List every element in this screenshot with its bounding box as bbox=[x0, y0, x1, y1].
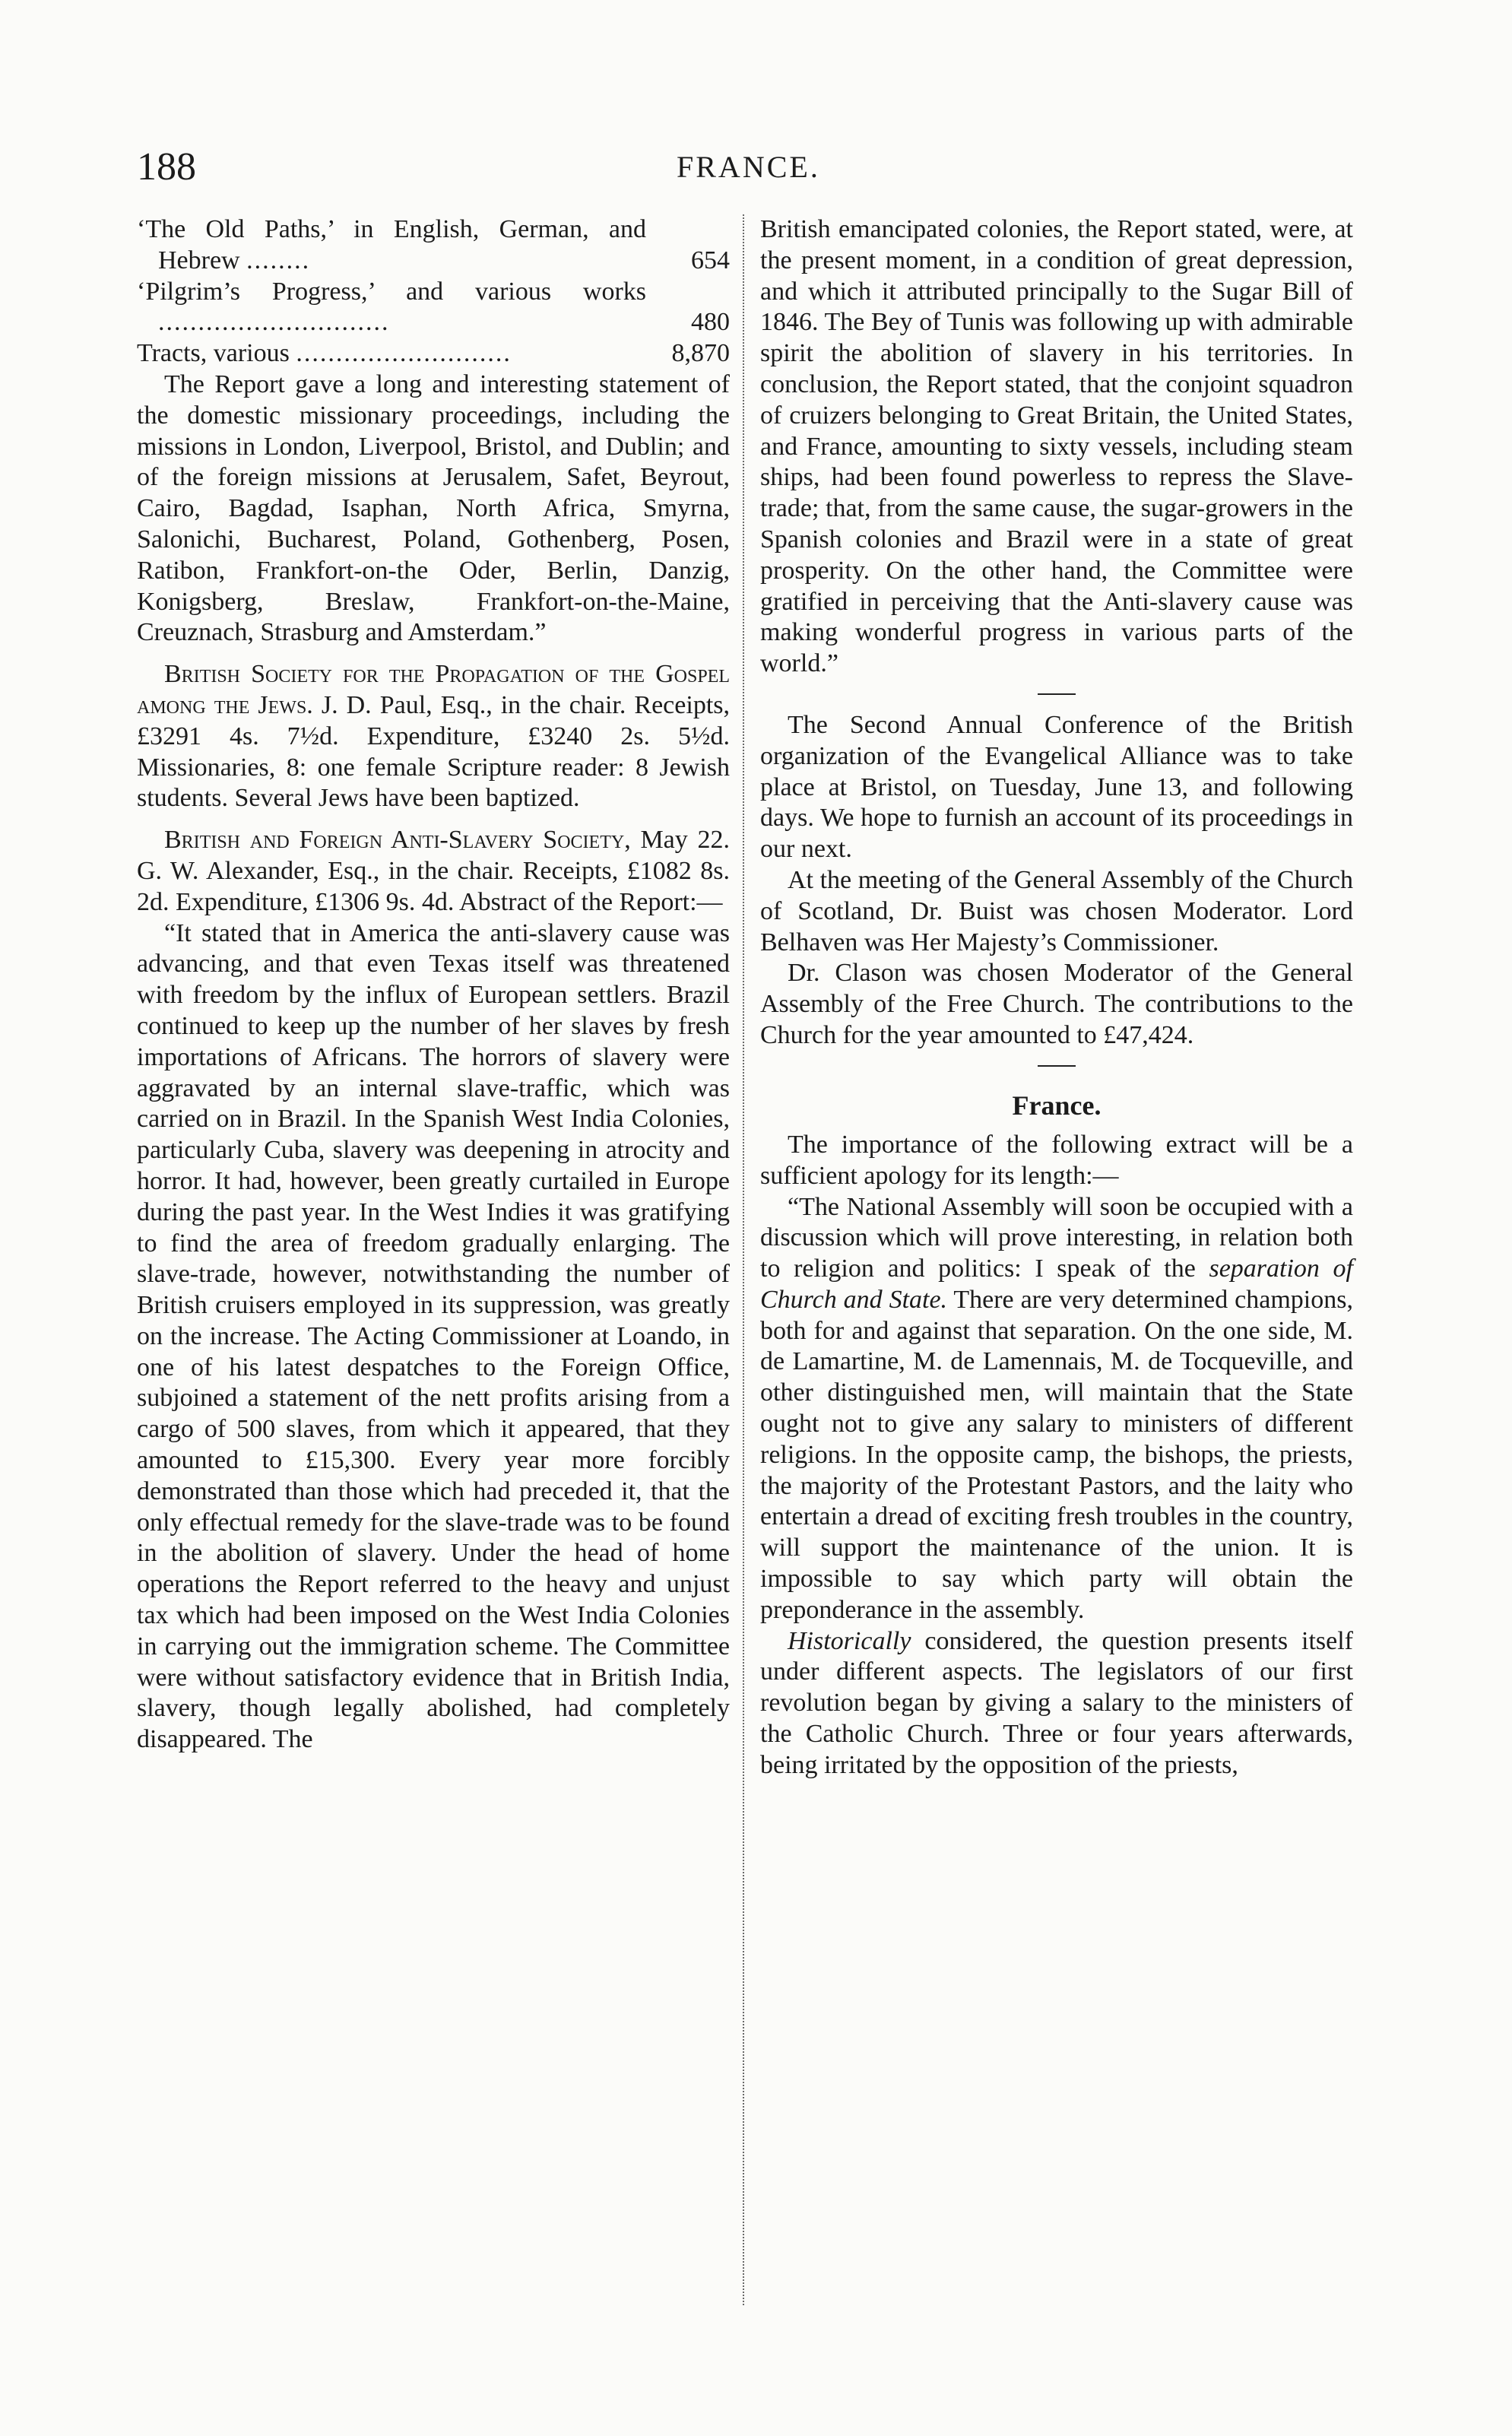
leader-dots: ............................. bbox=[158, 308, 390, 337]
paragraph-extract-intro: The importance of the following extract will be a sufficient apology for its length:— bbox=[760, 1130, 1353, 1190]
text-run: There are very determined champions, both for and against that separation. On the one side, M. de Lamartine, M. de Lamennais, M. de Tocqueville, and other distinguished men, will maintain that the State ought not to give any salary to ministers of different religions. In the opposite camp, the bishops, the priests, the majority of the Protestant Pastors, and the laity who entertain a dread of exciting fresh troubles in the country, will support the maintenance of the union. It is impossible to say which party will obtain the preponderance in the assembly. bbox=[760, 1285, 1353, 1624]
paragraph-free-church: Dr. Clason was chosen Moderator of the General Assembly of the Free Church. The contributions to the Church for the year amounted to £47,424. bbox=[760, 959, 1353, 1049]
text-run: “The National Assembly will soon be occupied with a discussion which will prove interesting, in relation both to religion and politics: I speak of the bbox=[760, 1192, 1353, 1283]
list-item bbox=[137, 214, 730, 277]
italic-run: Historically bbox=[788, 1626, 911, 1655]
paragraph-report-continued: British emancipated colonies, the Report stated, were, at the present moment, in a condition of great depression, and which it attributed principally to the Sugar Bill of 1846. The Bey of Tunis was following up with admirable spirit the abolition of slavery in his territories. In conclusion, the Report stated, that the conjoint squadron of cruizers belonging to Great Britain, the United States, and France, amounting to sixty vessels, including steam ships, had been found powerless to repress the Slave-trade; that, from the same cause, the sugar-growers in the Spanish colonies and Brazil were in a state of great prosperity. On the other hand, the Committee were gratified in perceiving that the Anti-slavery cause was making wonderful progress in various parts of the world.” bbox=[760, 215, 1353, 678]
leader-dots: ........ bbox=[246, 246, 311, 274]
paragraph-historically bbox=[760, 1626, 1353, 1781]
text-run: considered, the question presents itself under different aspects. The legislators of our first revolution began by giving a salary to the ministers of the Catholic Church. Three or four years afterwards, being irritated by the opposition of the priests, bbox=[760, 1626, 1354, 1779]
column-divider bbox=[743, 214, 744, 2305]
list-item bbox=[137, 338, 730, 370]
paragraph-report-quote: “It stated that in America the anti-slavery cause was advancing, and that even Texas itself was threatened with freedom by the influx of European settlers. Brazil continued to keep up the number of her slaves by fresh importations of Africans. The horrors of slavery were aggravated by an internal slave-traffic, which was carried on in Brazil. In the Spanish West India Colonies, particularly Cuba, slavery was deepening in atrocity and horror. It had, however, been greatly curtailed in Europe during the past year. In the West Indies it was gratifying to find the area of freedom gradually enlarging. The slave-trade, however, notwithstanding the number of British cruisers employed in its suppression, was greatly on the increase. The Acting Commissioner at Loando, in one of his latest despatches to the Foreign Office, subjoined a statement of the nett profits arising from a cargo of 500 slaves, from which it appeared, that they amounted to £15,300. Every year more forcibly demonstrated than those which had preceded it, that the only effectual remedy for the slave-trade was to be found in the abolition of slavery. Under the head of home operations the Report referred to the heavy and unjust tax which had been imposed on the West India Colonies in carrying out the immigration scheme. The Committee were without satisfactory evidence that in British India, slavery, though legally abolished, had completely disappeared. The bbox=[137, 918, 730, 1754]
section-rule bbox=[1038, 1065, 1076, 1067]
entry-count: 654 bbox=[691, 246, 730, 274]
entry-label: ‘Pilgrim’s Progress,’ and various works bbox=[137, 277, 646, 306]
paragraph-anti-slavery bbox=[137, 825, 730, 918]
section-heading-france: France. bbox=[1012, 1090, 1102, 1121]
paragraph-conference: The Second Annual Conference of the British organization of the Evangelical Alliance was to take place at Bristol, on Tuesday, June 13, and following days. We hope to furnish an account of its proceedings in our next. bbox=[760, 710, 1353, 864]
paragraph-scotland: At the meeting of the General Assembly of the Church of Scotland, Dr. Buist was chosen Moderator. Lord Belhaven was Her Majesty’s Commissioner. bbox=[760, 865, 1353, 956]
page-number: 188 bbox=[137, 145, 196, 189]
running-title: FRANCE. bbox=[677, 150, 820, 184]
entry-label: ‘The Old Paths,’ in English, German, and Hebrew bbox=[137, 215, 646, 274]
society-heading: British and Foreign Anti-Slavery Society, bbox=[164, 826, 631, 855]
entry-count: 480 bbox=[691, 308, 730, 337]
paragraph-jews-society bbox=[137, 659, 730, 814]
entry-count: 8,870 bbox=[671, 339, 730, 368]
paragraph-missions: The Report gave a long and interesting statement of the domestic missionary proceedings, including the missions in London, Liverpool, Bristol, and Dublin; and of the foreign missions at Jerusalem, Safet, Beyrout, Cairo, Bagdad, Isaphan, North Africa, Smyrna, Salonichi, Bucharest, Poland, Gothenberg, Posen, Ratibon, Frankfort-on-the Oder, Berlin, Danzig, Konigsberg, Breslaw, Frankfort-on-the-Maine, Creuznach, Strasburg and Amsterdam.” bbox=[137, 370, 730, 647]
left-column bbox=[137, 214, 730, 1756]
section-rule bbox=[1038, 693, 1076, 695]
entry-label: Tracts, various bbox=[137, 339, 290, 368]
book-page bbox=[137, 144, 1353, 2311]
right-column bbox=[760, 214, 1353, 1781]
society-heading: British Society for the Propagation of the Gospel among the Jews. bbox=[137, 660, 730, 719]
running-head bbox=[137, 144, 1353, 205]
list-item bbox=[137, 277, 730, 339]
society-body: J. D. Paul, Esq., in the chair. Receipts, £3291 4s. 7½d. Expenditure, £3240 2s. 5½d. Missionaries, 8: one female Scripture reader: 8 Jewish students. Several Jews have been baptized. bbox=[137, 690, 730, 813]
society-body: May 22. G. W. Alexander, Esq., in the chair. Receipts, £1082 8s. 2d. Expenditure, £1306 9s. 4d. Abstract of the Report:— bbox=[137, 826, 730, 916]
leader-dots: ........................... bbox=[296, 339, 512, 368]
italic-run: separation of Church and State. bbox=[760, 1254, 1354, 1314]
paragraph-assembly bbox=[760, 1192, 1353, 1626]
